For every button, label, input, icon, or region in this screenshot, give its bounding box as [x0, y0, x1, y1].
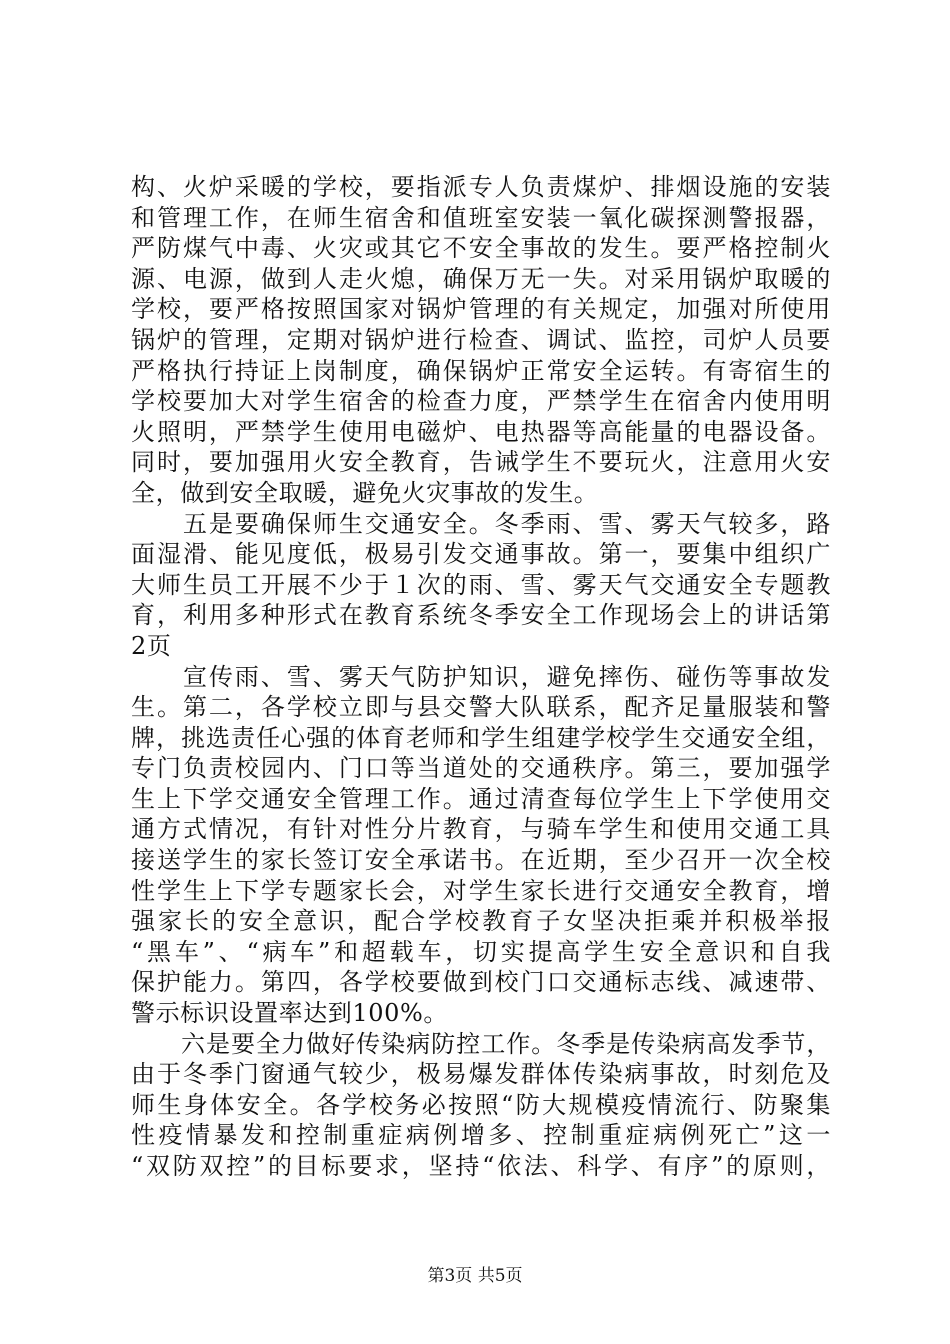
text-line: 保护能力。第四，各学校要做到校门口交通标志线、减速带、	[131, 968, 831, 997]
text-line: 强家长的安全意识，配合学校教育子女坚决拒乘并积极举报	[131, 907, 831, 936]
text-line: 性疫情暴发和控制重症病例增多、控制重症病例死亡”这一	[131, 1121, 831, 1150]
text-line: 牌，挑选责任心强的体育老师和学生组建学校学生交通安全组，	[131, 723, 831, 752]
text-line: 源、电源，做到人走火熄，确保万无一失。对采用锅炉取暖的	[131, 264, 831, 293]
text-line: 全，做到安全取暖，避免火灾事故的发生。	[131, 478, 599, 507]
text-line: 专门负责校园内、门口等当道处的交通秩序。第三，要加强学	[131, 754, 831, 783]
text-line: 构、火炉采暖的学校，要指派专人负责煤炉、排烟设施的安装	[131, 173, 831, 201]
text-line: “黑车”、“病车”和超载车，切实提高学生安全意识和自我	[131, 937, 831, 966]
text-line: 通方式情况，有针对性分片教育，与骑车学生和使用交通工具	[131, 815, 831, 844]
text-line: 2页	[131, 631, 172, 660]
document-body	[131, 172, 831, 1182]
text-line: 锅炉的管理，定期对锅炉进行检查、调试、监控，司炉人员要	[131, 325, 831, 354]
text-line: 由于冬季门窗通气较少，极易爆发群体传染病事故，时刻危及	[131, 1060, 831, 1089]
text-line: 六是要全力做好传染病防控工作。冬季是传染病高发季节，	[131, 1029, 831, 1058]
text-line: 师生身体安全。各学校务必按照“防大规模疫情流行、防聚集	[131, 1090, 831, 1119]
text-line: “双防双控”的目标要求，坚持“依法、科学、有序”的原则，	[131, 1152, 831, 1180]
text-line: 面湿滑、能见度低，极易引发交通事故。第一，要集中组织广	[131, 540, 831, 569]
text-line: 五是要确保师生交通安全。冬季雨、雪、雾天气较多，路	[131, 509, 831, 538]
text-line: 严格执行持证上岗制度，确保锅炉正常安全运转。有寄宿生的	[131, 356, 831, 385]
text-line: 性学生上下学专题家长会，对学生家长进行交通安全教育，增	[131, 876, 831, 905]
text-line: 学校，要严格按照国家对锅炉管理的有关规定，加强对所使用	[131, 295, 831, 324]
text-line: 警示标识设置率达到100%。	[131, 999, 449, 1028]
text-line: 火照明，严禁学生使用电磁炉、电热器等高能量的电器设备。	[131, 417, 831, 446]
text-line: 大师生员工开展不少于１次的雨、雪、雾天气交通安全专题教	[131, 570, 831, 599]
text-line: 和管理工作，在师生宿舍和值班室安装一氧化碳探测警报器，	[131, 203, 831, 232]
text-line: 接送学生的家长签订安全承诺书。在近期，至少召开一次全校	[131, 846, 831, 875]
text-line: 育，利用多种形式在教育系统冬季安全工作现场会上的讲话第	[131, 601, 831, 630]
text-line: 学校要加大对学生宿舍的检查力度，严禁学生在宿舍内使用明	[131, 387, 831, 416]
text-line: 生上下学交通安全管理工作。通过清查每位学生上下学使用交	[131, 784, 831, 813]
page-footer: 第3页 共5页	[427, 1266, 523, 1286]
text-line: 宣传雨、雪、雾天气防护知识，避免摔伤、碰伤等事故发	[131, 662, 831, 691]
text-line: 生。第二，各学校立即与县交警大队联系，配齐足量服装和警	[131, 693, 831, 722]
text-line: 同时，要加强用火安全教育，告诫学生不要玩火，注意用火安	[131, 448, 831, 477]
text-line: 严防煤气中毒、火灾或其它不安全事故的发生。要严格控制火	[131, 234, 831, 263]
